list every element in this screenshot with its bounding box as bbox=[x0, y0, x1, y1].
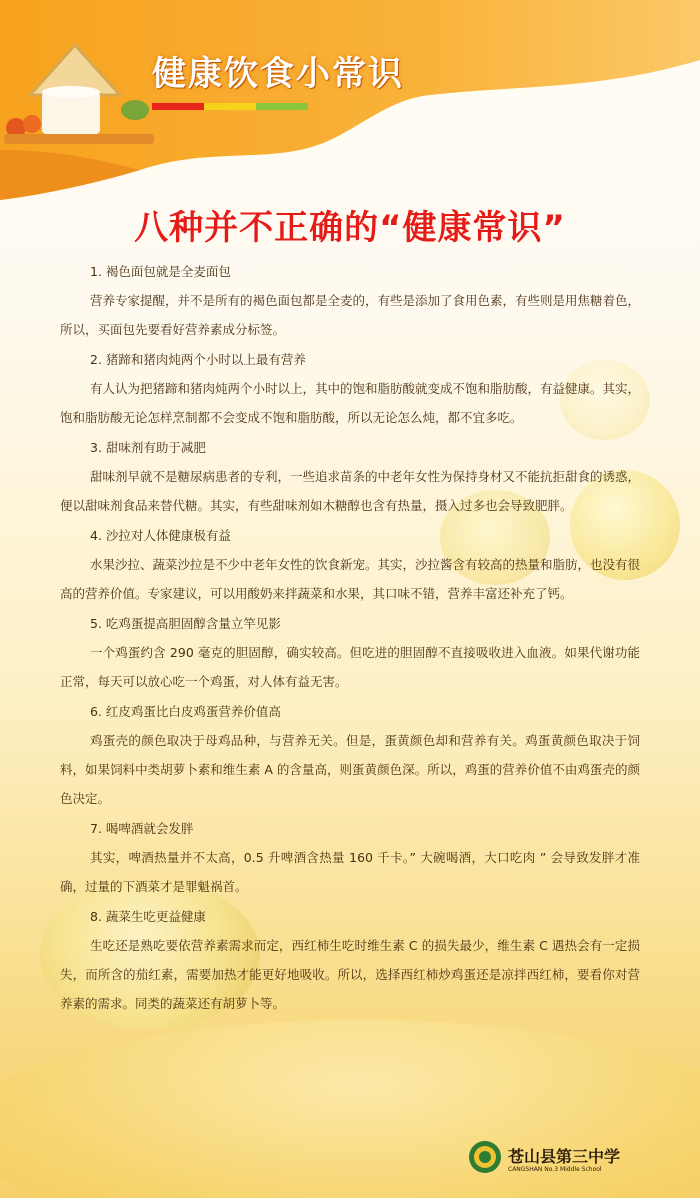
article-content bbox=[60, 258, 640, 1020]
header-band bbox=[0, 0, 700, 200]
item-body: 鸡蛋壳的颜色取决于母鸡品种，与营养无关。但是，蛋黄颜色却和营养有关。鸡蛋黄颜色取决于饲料，如果饲料中类胡萝卜素和维生素 A 的含量高，则蛋黄颜色深。所以，鸡蛋的营养价值不由鸡蛋壳的颜色决定。 bbox=[60, 733, 640, 806]
school-logo-icon bbox=[468, 1140, 502, 1174]
item-body: 生吃还是熟吃要依营养素需求而定，西红柿生吃时维生素 C 的损失最少，维生素 C 遇热会有一定损失，而所含的茄红素，需要加热才能更好地吸收。所以，选择西红柿炒鸡蛋还是凉拌西红柿，要看你对营养素的需求。同类的蔬菜还有胡萝卜等。 bbox=[60, 938, 640, 1011]
item-heading: 6. 红皮鸡蛋比白皮鸡蛋营养价值高 bbox=[90, 704, 281, 719]
item-heading: 2. 猪蹄和猪肉炖两个小时以上最有营养 bbox=[90, 352, 306, 367]
item-body: 其实，啤酒热量并不太高，0.5 升啤酒含热量 160 千卡。” 大碗喝酒，大口吃肉 ” 会导致发胖才准确，过量的下酒菜才是罪魁祸首。 bbox=[60, 850, 640, 894]
item-body: 一个鸡蛋约含 290 毫克的胆固醇，确实较高。但吃进的胆固醇不直接吸收进入血液。如果代谢功能正常，每天可以放心吃一个鸡蛋，对人体有益无害。 bbox=[60, 645, 640, 689]
item-heading: 1. 褐色面包就是全麦面包 bbox=[90, 264, 231, 279]
accent-bar-red bbox=[152, 103, 204, 110]
item-body: 有人认为把猪蹄和猪肉炖两个小时以上，其中的饱和脂肪酸就变成不饱和脂肪酸，有益健康。其实，饱和脂肪酸无论怎样烹制都不会变成不饱和脂肪酸，所以无论怎么炖，都不宜多吃。 bbox=[60, 381, 641, 425]
accent-bar-yellow bbox=[204, 103, 256, 110]
item-heading: 3. 甜味剂有助于减肥 bbox=[90, 440, 206, 455]
item-heading: 8. 蔬菜生吃更益健康 bbox=[90, 909, 206, 924]
item-body: 营养专家提醒，并不是所有的褐色面包都是全麦的，有些是添加了食用色素，有些则是用焦糖着色，所以，买面包先要看好营养素成分标签。 bbox=[60, 293, 641, 337]
item-heading: 4. 沙拉对人体健康极有益 bbox=[90, 528, 231, 543]
school-subtitle: CANGSHAN No.3 Middle School bbox=[508, 1166, 602, 1173]
accent-bar-green bbox=[256, 103, 308, 110]
item-body: 甜味剂早就不是糖尿病患者的专利，一些追求苗条的中老年女性为保持身材又不能抗拒甜食的诱惑，便以甜味剂食品来替代糖。其实，有些甜味剂如木糖醇也含有热量，摄入过多也会导致肥胖。 bbox=[60, 469, 641, 513]
header-title: 健康饮食小常识 bbox=[152, 54, 404, 94]
item-body: 水果沙拉、蔬菜沙拉是不少中老年女性的饮食新宠。其实，沙拉酱含有较高的热量和脂肪，也没有很高的营养价值。专家建议，可以用酸奶来拌蔬菜和水果，其口味不错，营养丰富还补充了钙。 bbox=[60, 557, 641, 601]
item-heading: 5. 吃鸡蛋提高胆固醇含量立竿见影 bbox=[90, 616, 281, 631]
item-heading: 7. 喝啤酒就会发胖 bbox=[90, 821, 194, 836]
school-mark bbox=[468, 1138, 658, 1186]
school-name: 苍山县第三中学 bbox=[508, 1147, 621, 1166]
page-title: 八种并不正确的“健康常识” bbox=[134, 208, 566, 248]
